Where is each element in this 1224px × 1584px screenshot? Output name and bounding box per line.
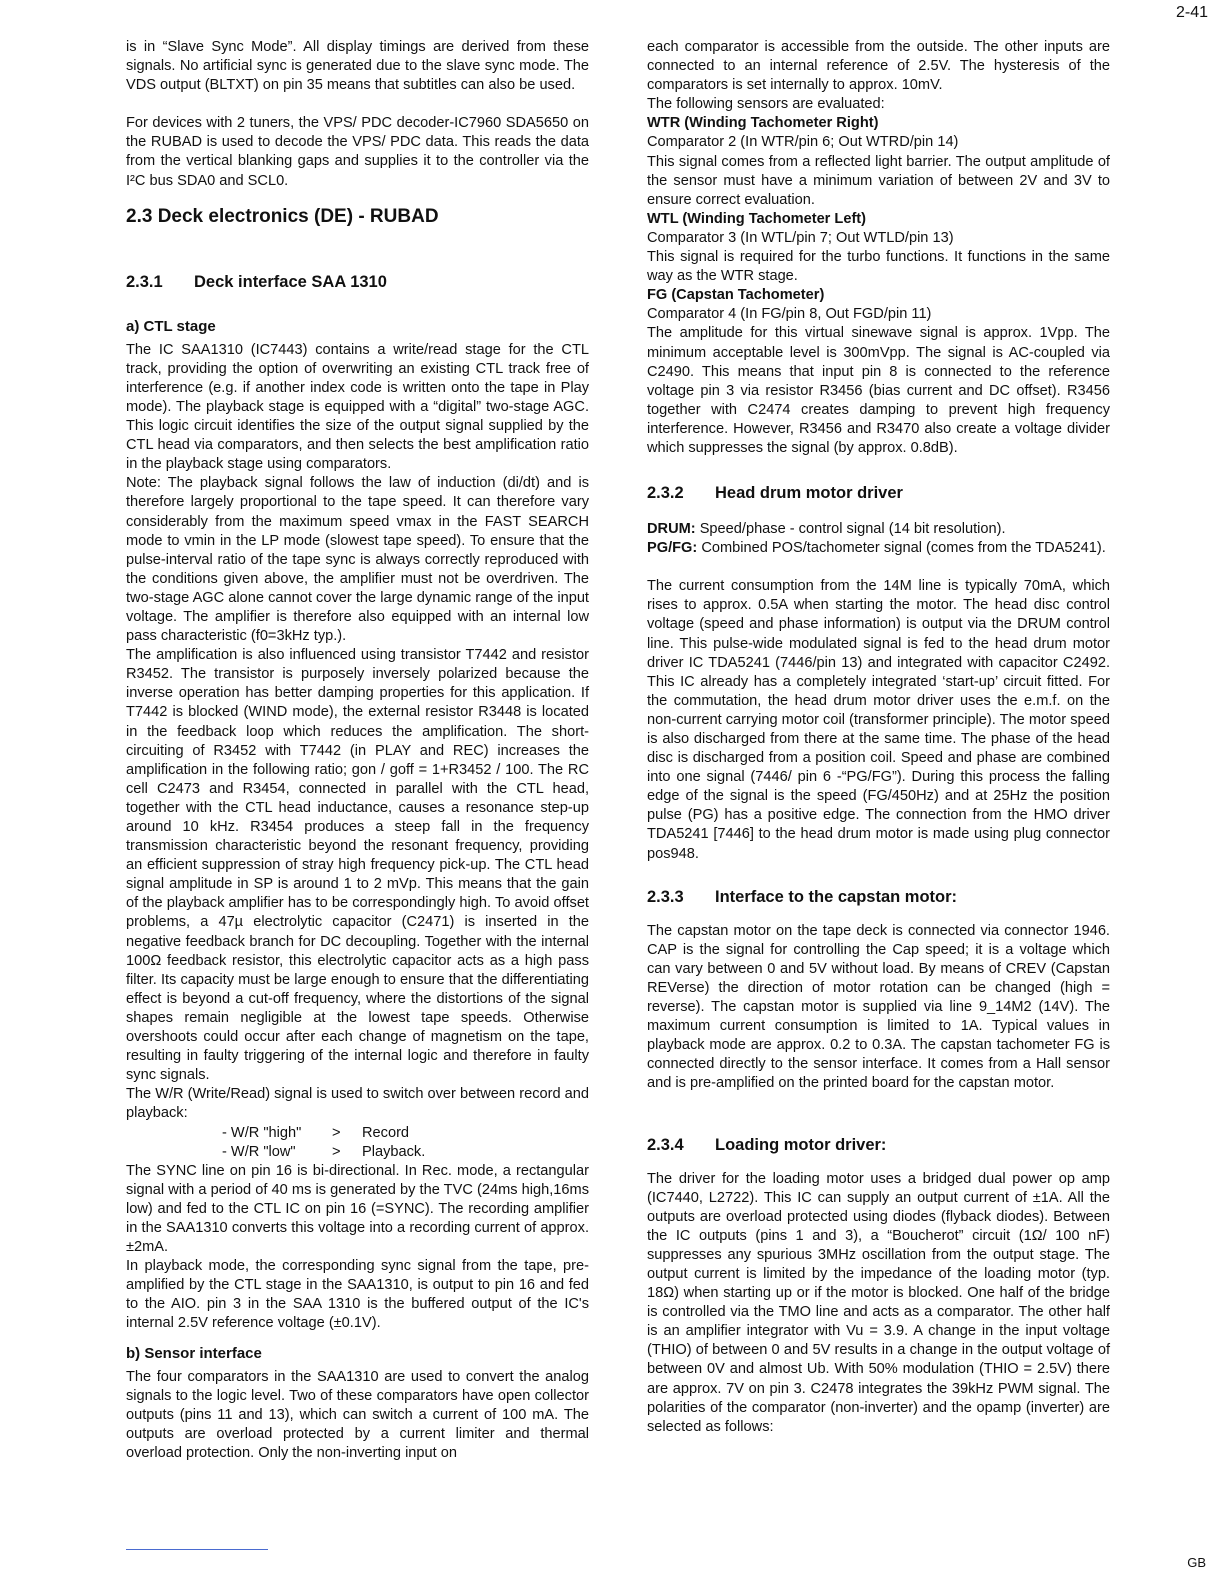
section-title: Loading motor driver: (715, 1135, 887, 1154)
sensor-heading-wtl: WTL (Winding Tachometer Left) (647, 210, 867, 227)
drum-line (647, 520, 1110, 539)
paragraph: This signal comes from a reflected light barrier. The output amplitude of the sensor must have a minimum variation of between 2V and 3V to ensure correct evaluation. (647, 153, 1110, 208)
definition: Speed/phase - control signal (14 bit resolution). (695, 521, 1006, 538)
section-title: Head drum motor driver (715, 484, 903, 503)
term: DRUM: (647, 521, 696, 538)
wr-list-item (126, 1124, 589, 1143)
comparator-line: Comparator 3 (In WTL/pin 7; Out WTLD/pin 13) (647, 229, 954, 246)
list-value: Playback. (362, 1143, 426, 1160)
list-value: Record (362, 1124, 410, 1141)
paragraph: For devices with 2 tuners, the VPS/ PDC decoder-IC7960 SDA5650 on the RUBAD is used to decode the VPS/ PDC data. This reads the data from the vertical blanking gaps and supplies it to the controller via the I²C bus SDA0 and SCL0. (126, 115, 589, 189)
paragraph-note: Note: The playback signal follows the law of induction (di/dt) and is therefore largely proportional to the tape speed. It can therefore vary considerably from the maximum speed vmax in the FAST SEARCH mode to vmin in the LP mode (slowest tape speed). To ensure that the pulse-interval ratio of the tape sync is always correctly reproduced with the conditions given above, the amplifier must not be overdriven. The two-stage AGC alone cannot cover the large dynamic range of the input voltage. The amplifier is therefore also equipped with an internal low pass characteristic (f0=3kHz typ.). (126, 475, 589, 645)
paragraph: The SYNC line on pin 16 is bi-directional. In Rec. mode, a rectangular signal with a period of 40 ms is generated by the TVC (24ms high,16ms low) and fed to the CTL IC on pin 16 (=SYNC). The recording amplifier in the SAA1310 converts this voltage into a recording current of approx. ±2mA. (126, 1162, 589, 1256)
comparator-line: Comparator 4 (In FG/pin 8, Out FGD/pin 11) (647, 306, 932, 323)
list-arrow: > (332, 1124, 341, 1141)
sensor-heading-fg: FG (Capstan Tachometer) (647, 287, 825, 304)
paragraph: The current consumption from the 14M line is typically 70mA, which rises to approx. 0.5A when starting the motor. The head disc control voltage (speed and phase information) is output via the DRUM control line. This pulse-wide modulated signal is fed to the head drum motor driver IC TDA5241 (7446/pin 13) and integrated with capacitor C2492. This IC already has a completely integrated ‘start-up’ circuit fitted. For the commutation, the head drum motor driver uses the e.m.f. on the non-current carrying motor coil (transformer principle). The motor speed is also discharged from there at the same time. The phase of the head disc is discharged from a position coil. Speed and phase are combined into one signal (7446/ pin 6 -“PG/FG”). During this process the falling edge of the signal is the speed (FG/450Hz) and at 25Hz the position pulse (PG) has a positive edge. The connection from the HMO driver TDA5241 [7446] to the head drum motor is made using plug connector pos948. (647, 578, 1110, 862)
section-number: 2.3.3 (647, 887, 684, 906)
section-number: 2.3.1 (126, 272, 163, 291)
section-title: Interface to the capstan motor: (715, 887, 958, 906)
paragraph: The four comparators in the SAA1310 are used to convert the analog signals to the logic level. Two of these comparators have open collector outputs (pins 11 and 13), which can switch a current of 100 mA. The outputs are overload protected by a current limiter and thermal overload protection. Only the non-inverting input on (126, 1368, 589, 1461)
paragraph: is in “Slave Sync Mode”. All display timings are derived from these signals. No artificial sync is generated due to the slave sync mode. The VDS output (BLTXT) on pin 35 means that subtitles can also be used. (126, 39, 589, 94)
list-label: - W/R "high" (222, 1124, 302, 1141)
paragraph: This signal is required for the turbo functions. It functions in the same way as the WTR stage. (647, 249, 1110, 285)
list-label: - W/R "low" (222, 1143, 296, 1160)
section-heading-2-3-1 (126, 271, 589, 293)
paragraph: The IC SAA1310 (IC7443) contains a write/read stage for the CTL track, providing the option of overwriting an existing CTL track free of interference (e.g. if another index code is written onto the tape in Play mode). The playback stage is equipped with a “digital” two-stage AGC. This logic circuit identifies the size of the output signal supplied by the CTL head via comparators, and then selects the best amplification ratio in the playback stage using comparators. (126, 341, 589, 473)
paragraph: The amplification is also influenced using transistor T7442 and resistor R3452. The transistor is purposely inversely polarized because the inverse operation has better damping properties for this application. If T7442 is blocked (WIND mode), the external resistor R3448 is located in the feedback loop which reduces the amplification. The short-circuiting of R3452 with T7442 (in PLAY and REC) increases the amplification in the following ratio; gon / goff = 1+R3452 / 100. The RC cell C2473 and R3454, connected in parallel with the CTL head, together with the CTL head inductance, causes a resonance step-up around 10 kHz. R3454 produces a steep fall in the frequency transmission characteristic beyond the resonant frequency, providing an efficient suppression of stray high frequency pick-up. The CTL head signal amplitude in SP is around 1 to 2 mVp. This means that the gain of the playback amplifier has to be correspondingly high. To avoid offset problems, a 47µ electrolytic capacitor (C2471) is inserted in the negative feedback branch for DC decoupling. Together with the internal 100Ω feedback resistor, this electrolytic capacitor acts as a high pass filter. Its capacity must be large enough to ensure that the differentiating effect is beyond a cut-off frequency, where the distortions of the signal shapes remain negligible at the lowest tape speeds. Otherwise overshoots could occur after each change of magnetism on the tape, resulting in faulty triggering of the internal logic and therefore in faulty sync signals. (126, 647, 589, 1084)
page-number: 2-41 (1175, 4, 1208, 21)
section-heading-2-3: 2.3 Deck electronics (DE) - RUBAD (126, 205, 439, 227)
paragraph: The driver for the loading motor uses a bridged dual power op amp (IC7440, L2722). This IC can supply an output current of ±1A. All the outputs are overload protected using diodes (flyback diodes). Between the IC outputs (pins 1 and 3), a “Boucherot” circuit (1Ω/ 100 nF) suppresses any spurious 3MHz oscillation from the output stage. The output current is limited by the impedance of the loading motor (typ. 18Ω) when starting up or if the motor is blocked. One half of the bridge is controlled via the TMO line and acts as a comparator. The other half is an amplifier integrator with Vu = 3.9. A change in the input voltage (THIO) of between 0 and 5V results in a change in the output voltage of between 0V and almost Ub. With 50% modulation (THIO = 2.5V) there are approx. 7V on pin 3. C2478 integrates the 39kHz PWM signal. The polarities of the comparator (non-inverter) and the opamp (inverter) are selected as follows: (647, 1170, 1110, 1435)
wr-list-item (126, 1143, 589, 1162)
section-number: 2.3.2 (647, 484, 684, 503)
comparator-line: Comparator 2 (In WTR/pin 6; Out WTRD/pin 14) (647, 134, 959, 151)
section-heading-2-3-3 (647, 886, 1110, 908)
paragraph: The W/R (Write/Read) signal is used to switch over between record and playback: (126, 1086, 589, 1122)
paragraph: The following sensors are evaluated: (647, 96, 885, 113)
section-heading-2-3-4 (647, 1134, 1110, 1156)
section-title: Deck interface SAA 1310 (194, 272, 387, 291)
paragraph: each comparator is accessible from the outside. The other inputs are connected to an internal reference of 2.5V. The hysteresis of the comparators is set internally to approx. 10mV. (647, 39, 1110, 94)
paragraph: In playback mode, the corresponding sync signal from the tape, pre-amplified by the CTL stage in the SAA1310, is output to pin 16 and fed to the AIO. pin 3 in the SAA 1310 is the buffered output of the IC's internal 2.5V reference voltage (±0.1V). (126, 1258, 589, 1332)
section-number: 2.3.4 (647, 1135, 684, 1154)
paragraph: The capstan motor on the tape deck is connected via connector 1946. CAP is the signal for controlling the Cap speed; it is a voltage which can vary between 0 and 5V without load. By means of CREV (Capstan REVerse) the direction of motor rotation can be changed (high = reverse). The capstan motor is supplied via line 9_14M2 (14V). The maximum current consumption is limited to 1A. Typical values in playback mode are approx. 0.2 to 0.3A. The capstan tachometer FG is connected directly to the sensor interface. It comes from a Hall sensor and is pre-amplified on the printed board for the capstan motor. (647, 922, 1110, 1092)
section-heading-2-3-2 (647, 482, 1110, 504)
subheading-ctl-stage: a) CTL stage (126, 317, 216, 335)
pgfg-line (647, 539, 1110, 558)
sensor-heading-wtr: WTR (Winding Tachometer Right) (647, 115, 879, 132)
right-column (647, 38, 1110, 1437)
definition: Combined POS/tachometer signal (comes from the TDA5241). (697, 540, 1106, 557)
footer-rule (126, 1549, 268, 1550)
list-arrow: > (332, 1143, 341, 1160)
footer-language: GB (1187, 1555, 1206, 1570)
subheading-sensor-interface: b) Sensor interface (126, 1344, 262, 1362)
paragraph: The amplitude for this virtual sinewave signal is approx. 1Vpp. The minimum acceptable level is 300mVpp. The signal is AC-coupled via C2490. This means that input pin 8 is connected to the reference voltage pin 3 via resistor R3456 (bias current and DC offset). R3456 together with C2474 creates damping to prevent high frequency interference. However, R3456 and R3470 also create a voltage divider which suppresses the signal (by approx. 0.8dB). (647, 325, 1110, 456)
left-column (126, 38, 589, 1463)
term: PG/FG: (647, 540, 698, 557)
